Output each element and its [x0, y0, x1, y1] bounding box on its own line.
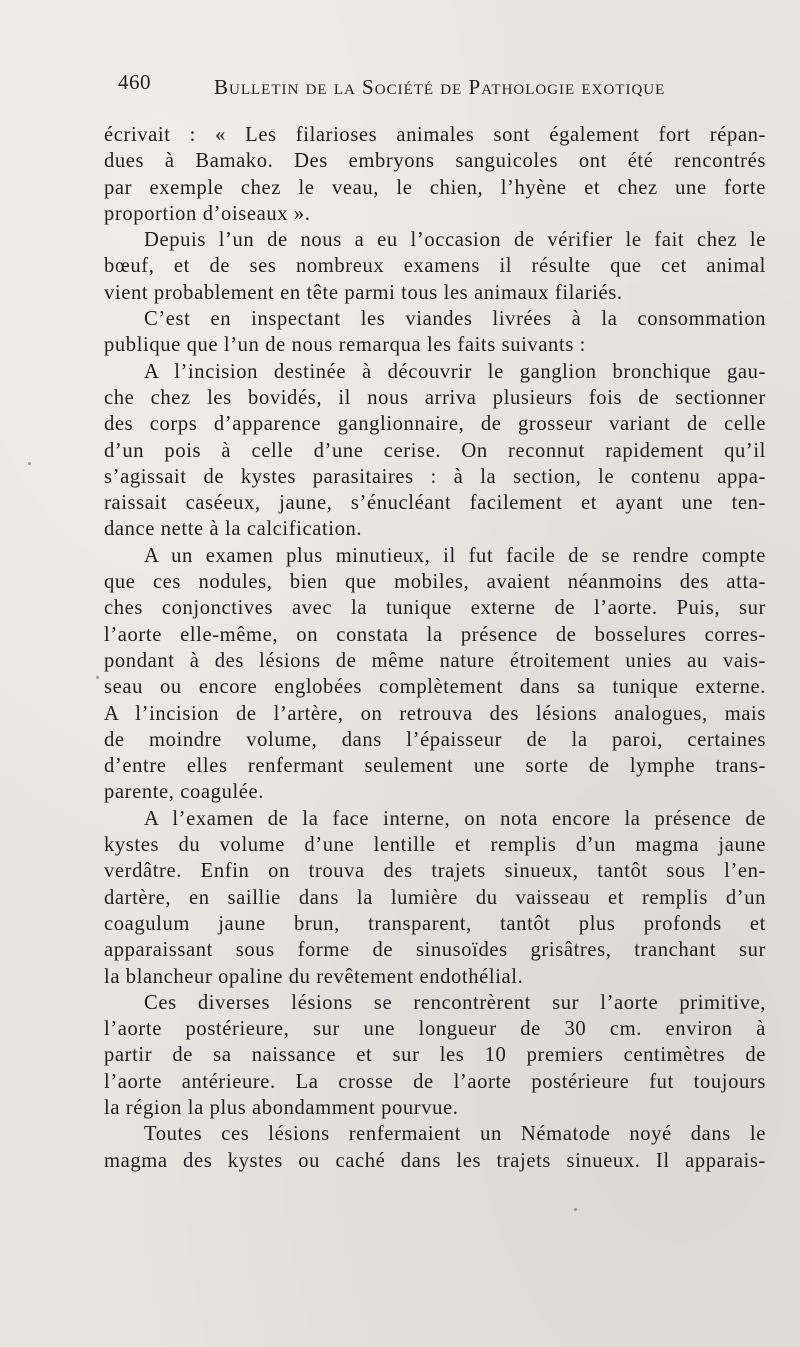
text-line: A l’incision de l’artère, on retrouva des lésions analogues, mais — [104, 702, 766, 725]
paragraph-1 — [104, 122, 766, 227]
text-line: seau ou encore englobées complètement dans sa tunique externe. — [104, 676, 766, 699]
text-line: l’aorte postérieure, sur une longueur de 30 cm. environ à — [104, 1018, 766, 1041]
text-line: dartère, en saillie dans la lumière du vaisseau et remplis d’un — [104, 886, 766, 909]
text-line: d’entre elles renfermant seulement une sorte de lymphe trans- — [104, 755, 766, 778]
text-line: che chez les bovidés, il nous arriva plusieurs fois de sectionner — [104, 386, 766, 409]
text-line: l’aorte antérieure. La crosse de l’aorte postérieure fut toujours — [104, 1070, 766, 1093]
paragraph-5 — [104, 543, 766, 806]
text-line: écrivait : « Les filarioses animales sont également fort répan- — [104, 124, 766, 146]
text-line: proportion d’oiseaux ». — [104, 202, 311, 225]
text-line: verdâtre. Enfin on trouva des trajets sinueux, tantôt sous l’en- — [104, 860, 766, 883]
paper-speck — [96, 676, 99, 679]
text-line: des corps d’apparence ganglionnaire, de grosseur variant de celle — [104, 413, 766, 436]
paragraph-6 — [104, 806, 766, 990]
text-line: magma des kystes ou caché dans les trajets sinueux. Il apparais- — [104, 1149, 766, 1172]
text-line: l’aorte elle-même, on constata la présence de bosselures corres- — [104, 623, 766, 646]
text-line: la blancheur opaline du revêtement endothélial. — [104, 965, 524, 988]
text-line: d’un pois à celle d’une cerise. On reconnut rapidement qu’il — [104, 439, 766, 462]
text-line: raissait caséeux, jaune, s’énucléant facilement et ayant une ten- — [104, 492, 766, 515]
text-line: par exemple chez le veau, le chien, l’hyène et chez une forte — [104, 176, 766, 199]
paper-speck — [574, 1208, 577, 1211]
text-line: parente, coagulée. — [104, 781, 265, 804]
paragraph-2 — [104, 227, 766, 306]
paper-speck — [28, 462, 31, 465]
text-line: vient probablement en tête parmi tous les animaux filariés. — [104, 281, 623, 304]
text-line: partir de sa naissance et sur les 10 premiers centimètres de — [104, 1044, 766, 1067]
text-line: bœuf, et de ses nombreux examens il résulte que cet animal — [104, 255, 766, 278]
text-line: ches conjonctives avec la tunique externe de l’aorte. Puis, sur — [104, 597, 766, 620]
text-line: A l’examen de la face interne, on nota encore la présence de — [144, 807, 766, 830]
text-line: kystes du volume d’une lentille et remplis d’un magma jaune — [104, 834, 766, 857]
text-line: A l’incision destinée à découvrir le ganglion bronchique gau- — [144, 360, 766, 383]
text-line: dance nette à la calcification. — [104, 518, 363, 541]
text-line: C’est en inspectant les viandes livrées à la consommation — [144, 308, 766, 331]
paragraph-4 — [104, 359, 766, 543]
journal-title: Bulletin de la Société de Pathologie exotique — [214, 75, 666, 99]
text-line: publique que l’un de nous remarqua les faits suivants : — [104, 334, 586, 357]
text-line: pondant à des lésions de même nature étroitement unies au vais- — [104, 649, 766, 672]
paragraph-8 — [104, 1121, 766, 1174]
body-text — [104, 122, 766, 1174]
text-line: s’agissait de kystes parasitaires : à la section, le contenu appa- — [104, 465, 766, 488]
paragraph-3 — [104, 306, 766, 359]
running-head — [118, 70, 678, 106]
text-line: Toutes ces lésions renfermaient un Nématode noyé dans le — [144, 1123, 766, 1146]
text-line: dues à Bamako. Des embryons sanguicoles ont été rencontrés — [104, 150, 766, 173]
text-line: que ces nodules, bien que mobiles, avaient néanmoins des atta- — [104, 571, 766, 594]
text-line: Ces diverses lésions se rencontrèrent sur l’aorte primitive, — [144, 991, 766, 1014]
paragraph-7 — [104, 990, 766, 1121]
text-line: la région la plus abondamment pourvue. — [104, 1096, 459, 1119]
page-number: 460 — [118, 70, 151, 94]
text-line: Depuis l’un de nous a eu l’occasion de vérifier le fait chez le — [144, 229, 766, 252]
text-line: de moindre volume, dans l’épaisseur de la paroi, certaines — [104, 728, 766, 751]
text-line: A un examen plus minutieux, il fut facile de se rendre compte — [144, 544, 766, 567]
text-line: coagulum jaune brun, transparent, tantôt plus profonds et — [104, 912, 766, 935]
text-line: apparaissant sous forme de sinusoïdes grisâtres, tranchant sur — [104, 939, 766, 962]
